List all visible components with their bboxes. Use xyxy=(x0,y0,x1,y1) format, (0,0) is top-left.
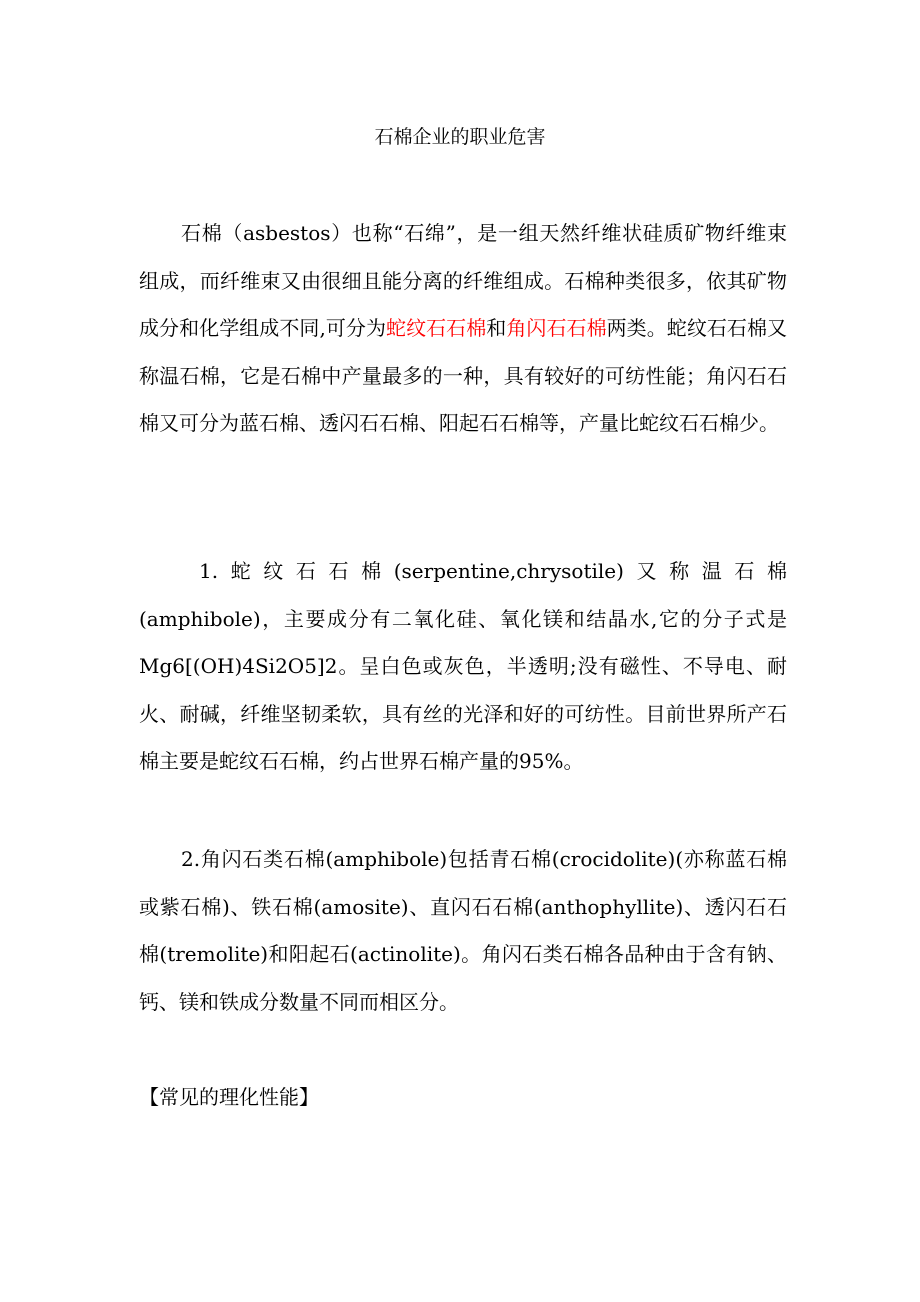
highlight-serpentine-asbestos: 蛇纹石石棉 xyxy=(386,316,487,341)
highlight-amphibole-asbestos: 角闪石石棉 xyxy=(506,316,607,341)
intro-text-after: 两类。蛇纹石石棉又称温石棉，它是石棉中产量最多的一种，具有较好的可纺性能；角闪石石棉又可分为蓝石棉、透闪石石棉、阳起石石棉等，产量比蛇纹石石棉少。 xyxy=(139,316,788,436)
section-heading: 【常见的理化性能】 xyxy=(139,1085,319,1109)
document-title: 石棉企业的职业危害 xyxy=(374,126,546,148)
paragraph-asbestos-intro xyxy=(139,210,787,448)
paragraph-amphibole: 2.角闪石类石棉(amphibole)包括青石棉(crocidolite)(亦称蓝石棉或紫石棉)、铁石棉(amosite)、直闪石石棉(anthophyllite)、透闪石石棉(tremolite)和阳起石(actinolite)。角闪石类石棉各品种由于含有钠、钙、镁和铁成分数量不同而相区分。 xyxy=(139,847,787,1014)
intro-connector: 和 xyxy=(486,316,507,341)
paragraph-serpentine: 1.蛇纹石石棉(serpentine,chrysotile)又称温石棉(amphibole)，主要成分有二氧化硅、氧化镁和结晶水,它的分子式是Mg6[(OH)4Si2O5]2。呈白色或灰色，半透明;没有磁性、不导电、耐火、耐碱，纤维坚韧柔软，具有丝的光泽和好的可纺性。目前世界所产石棉主要是蛇纹石石棉，约占世界石棉产量的95%。 xyxy=(139,559,787,774)
intro-text-before: 石棉（asbestos）也称“石绵”，是一组天然纤维状硅质矿物纤维束组成，而纤维束又由很细且能分离的纤维组成。石棉种类很多，依其矿物成分和化学组成不同,可分为 xyxy=(139,221,787,341)
